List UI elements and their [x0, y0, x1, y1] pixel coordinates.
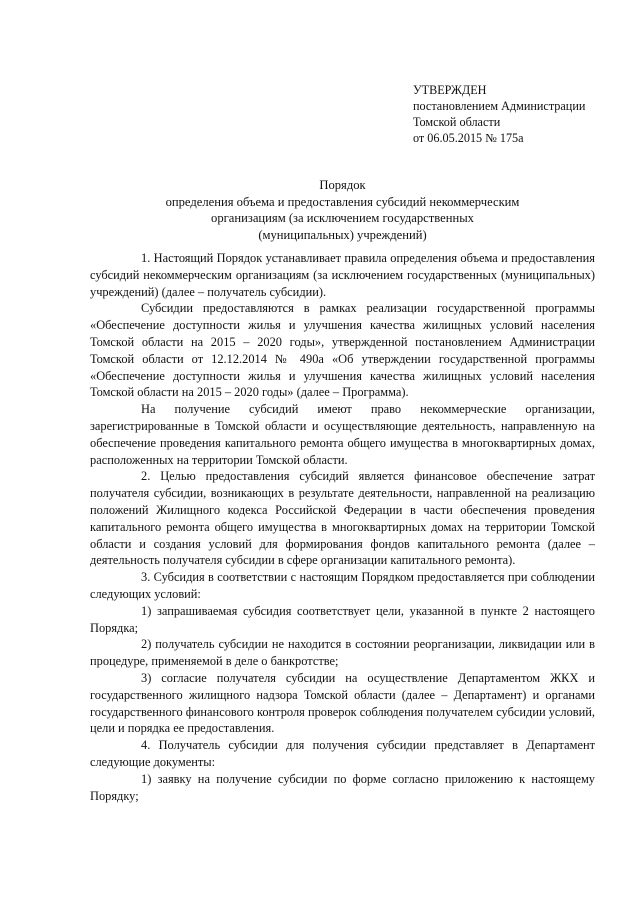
- approval-heading: УТВЕРЖДЕН: [413, 83, 487, 97]
- paragraph: На получение субсидий имеют право некоммерческие организации, зарегистрированные в Томской области и осуществляющие деятельность, направленную на обеспечение проведения капитального ремонта общего имущества в многоквартирных домах, расположенных на территории Томской области.: [90, 402, 595, 467]
- title-line: организациям (за исключением государственных: [211, 211, 474, 225]
- paragraph: 3. Субсидия в соответствии с настоящим Порядком предоставляется при соблюдении следующих условий:: [90, 570, 595, 601]
- document-title: [90, 177, 595, 243]
- paragraph: Субсидии предоставляются в рамках реализации государственной программы «Обеспечение доступности жилья и улучшения качества жилищных условий населения Томской области на 2015 – 2020 годы», утвержденной постановлением Администрации Томской области от 12.12.2014 № 490а «Об утверждении государственной программы «Обеспечение доступности жилья и улучшения качества жилищных условий населения Томской области на 2015 – 2020 годы» (далее – Программа).: [90, 301, 595, 400]
- paragraph: 4. Получатель субсидии для получения субсидии представляет в Департамент следующие документы:: [90, 738, 595, 769]
- title-line: (муниципальных) учреждений): [258, 227, 427, 242]
- title-line: определения объема и предоставления субсидий некоммерческим: [165, 194, 520, 209]
- document-body: [90, 250, 595, 804]
- approval-stamp: [413, 82, 628, 146]
- title-line: Порядок: [319, 178, 366, 192]
- approval-line: Томской области: [413, 115, 501, 129]
- approval-date-number: от 06.05.2015 № 175а: [413, 131, 524, 145]
- list-item: 3) согласие получателя субсидии на осуществление Департаментом ЖКХ и государственного жилищного надзора Томской области (далее – Департамент) и органами государственного финансового контроля проверок соблюдения получателем субсидии условий, цели и порядка ее предоставления.: [90, 670, 595, 736]
- list-item: 1) запрашиваемая субсидия соответствует цели, указанной в пункте 2 настоящего Порядка;: [90, 603, 595, 635]
- approval-line: постановлением Администрации: [413, 99, 586, 113]
- paragraph: 2. Целью предоставления субсидий является финансовое обеспечение затрат получателя субсидии, возникающих в результате деятельности, направленной на реализацию положений Жилищного кодекса Российской Федерации в части обеспечения проведения капитального ремонта общего имущества в многоквартирных домах на территории Томской области и создания условий для формирования фондов капитального ремонта (далее – деятельность получателя субсидии в сфере организации капитального ремонта).: [90, 469, 595, 568]
- list-item: 1) заявку на получение субсидии по форме согласно приложению к настоящему Порядку;: [90, 771, 595, 803]
- paragraph: 1. Настоящий Порядок устанавливает правила определения объема и предоставления субсидий некоммерческим организациям (за исключением государственных (муниципальных) учреждений) (далее – получатель субсидии).: [90, 251, 595, 299]
- list-item: 2) получатель субсидии не находится в состоянии реорганизации, ликвидации или в процедуре, применяемой в деле о банкротстве;: [90, 637, 595, 669]
